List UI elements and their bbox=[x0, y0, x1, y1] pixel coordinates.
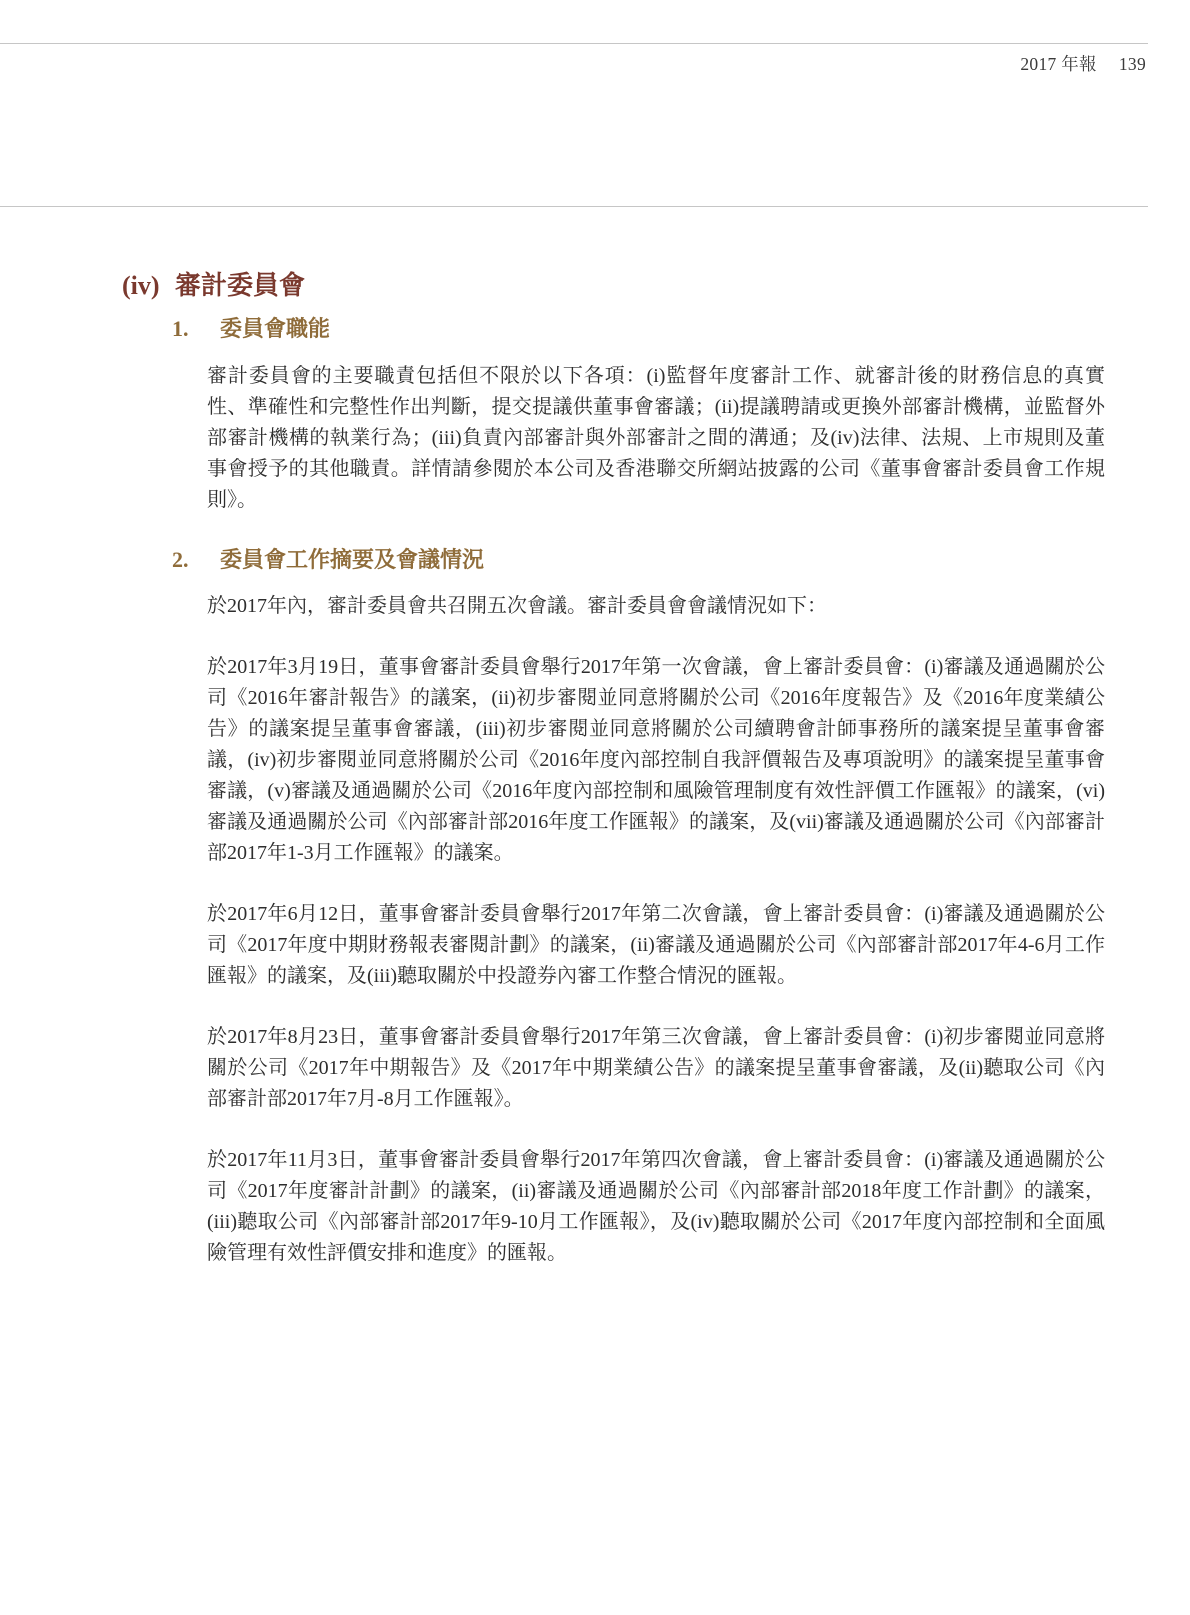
subsection-number: 2. bbox=[172, 546, 189, 572]
subsection-heading-functions bbox=[172, 315, 1105, 343]
report-title: 2017 年報 bbox=[1020, 54, 1097, 74]
para-meetings-intro: 於2017年內，審計委員會共召開五次會議。審計委員會會議情況如下： bbox=[207, 595, 827, 618]
subsection-committee-functions bbox=[122, 315, 1105, 516]
page-number: 139 bbox=[1118, 54, 1146, 74]
para-meeting-3: 於2017年8月23日，董事會審計委員會舉行2017年第三次會議，會上審計委員會：(i)初步審閱並同意將關於公司《2017年中期報告》及《2017年中期業績公告》的議案提呈董事會審議，及(ii)聽取公司《內部審計部2017年7月-8月工作匯報》。 bbox=[207, 1026, 1105, 1111]
para-meeting-4: 於2017年11月3日，董事會審計委員會舉行2017年第四次會議，會上審計委員會：(i)審議及通過關於公司《2017年度審計計劃》的議案，(ii)審議及通過關於公司《內部審計部2018年度工作計劃》的議案，(iii)聽取公司《內部審計部2017年9-10月工作匯報》，及(iv)聽取關於公司《2017年度內部控制和全面風險管理有效性評價安排和進度》的匯報。 bbox=[207, 1149, 1105, 1265]
subsection-title: 委員會工作摘要及會議情況 bbox=[220, 546, 485, 572]
subsection-work-summary bbox=[122, 546, 1105, 1270]
subsection-title: 委員會職能 bbox=[220, 316, 331, 342]
content-area bbox=[122, 270, 1105, 1299]
section-marker: (iv) bbox=[122, 271, 160, 300]
subsection-number: 1. bbox=[172, 316, 189, 342]
header-bottom-divider bbox=[0, 206, 1148, 207]
para-meeting-1: 於2017年3月19日，董事會審計委員會舉行2017年第一次會議，會上審計委員會：(i)審議及通過關於公司《2016年審計報告》的議案，(ii)初步審閱並同意將關於公司《2016年度報告》及《2016年度業績公告》的議案提呈董事會審議，(iii)初步審閱並同意將關於公司續聘會計師事務所的議案提呈董事會審議，(iv)初步審閱並同意將關於公司《2016年度內部控制自我評價報告及專項說明》的議案提呈董事會審議，(v)審議及通過關於公司《2016年度內部控制和風險管理制度有效性評價工作匯報》的議案，(vi)審議及通過關於公司《內部審計部2016年度工作匯報》的議案，及(vii)審議及通過關於公司《內部審計部2017年1-3月工作匯報》的議案。 bbox=[207, 656, 1105, 865]
top-divider bbox=[0, 43, 1148, 44]
section-heading-audit-committee bbox=[122, 270, 1105, 301]
section-title: 審計委員會 bbox=[175, 271, 306, 300]
subsection-heading-work-summary bbox=[172, 546, 1105, 574]
page-header bbox=[0, 51, 1146, 76]
para-committee-duties: 審計委員會的主要職責包括但不限於以下各項：(i)監督年度審計工作、就審計後的財務信息的真實性、準確性和完整性作出判斷，提交提議供董事會審議；(ii)提議聘請或更換外部審計機構，並監督外部審計機構的執業行為；(iii)負責內部審計與外部審計之間的溝通；及(iv)法律、法規、上市規則及董事會授予的其他職責。詳情請參閱於本公司及香港聯交所網站披露的公司《董事會審計委員會工作規則》。 bbox=[207, 364, 1105, 511]
para-meeting-2: 於2017年6月12日，董事會審計委員會舉行2017年第二次會議，會上審計委員會：(i)審議及通過關於公司《2017年度中期財務報表審閱計劃》的議案，(ii)審議及通過關於公司《內部審計部2017年4-6月工作匯報》的議案，及(iii)聽取關於中投證券內審工作整合情況的匯報。 bbox=[207, 903, 1105, 988]
